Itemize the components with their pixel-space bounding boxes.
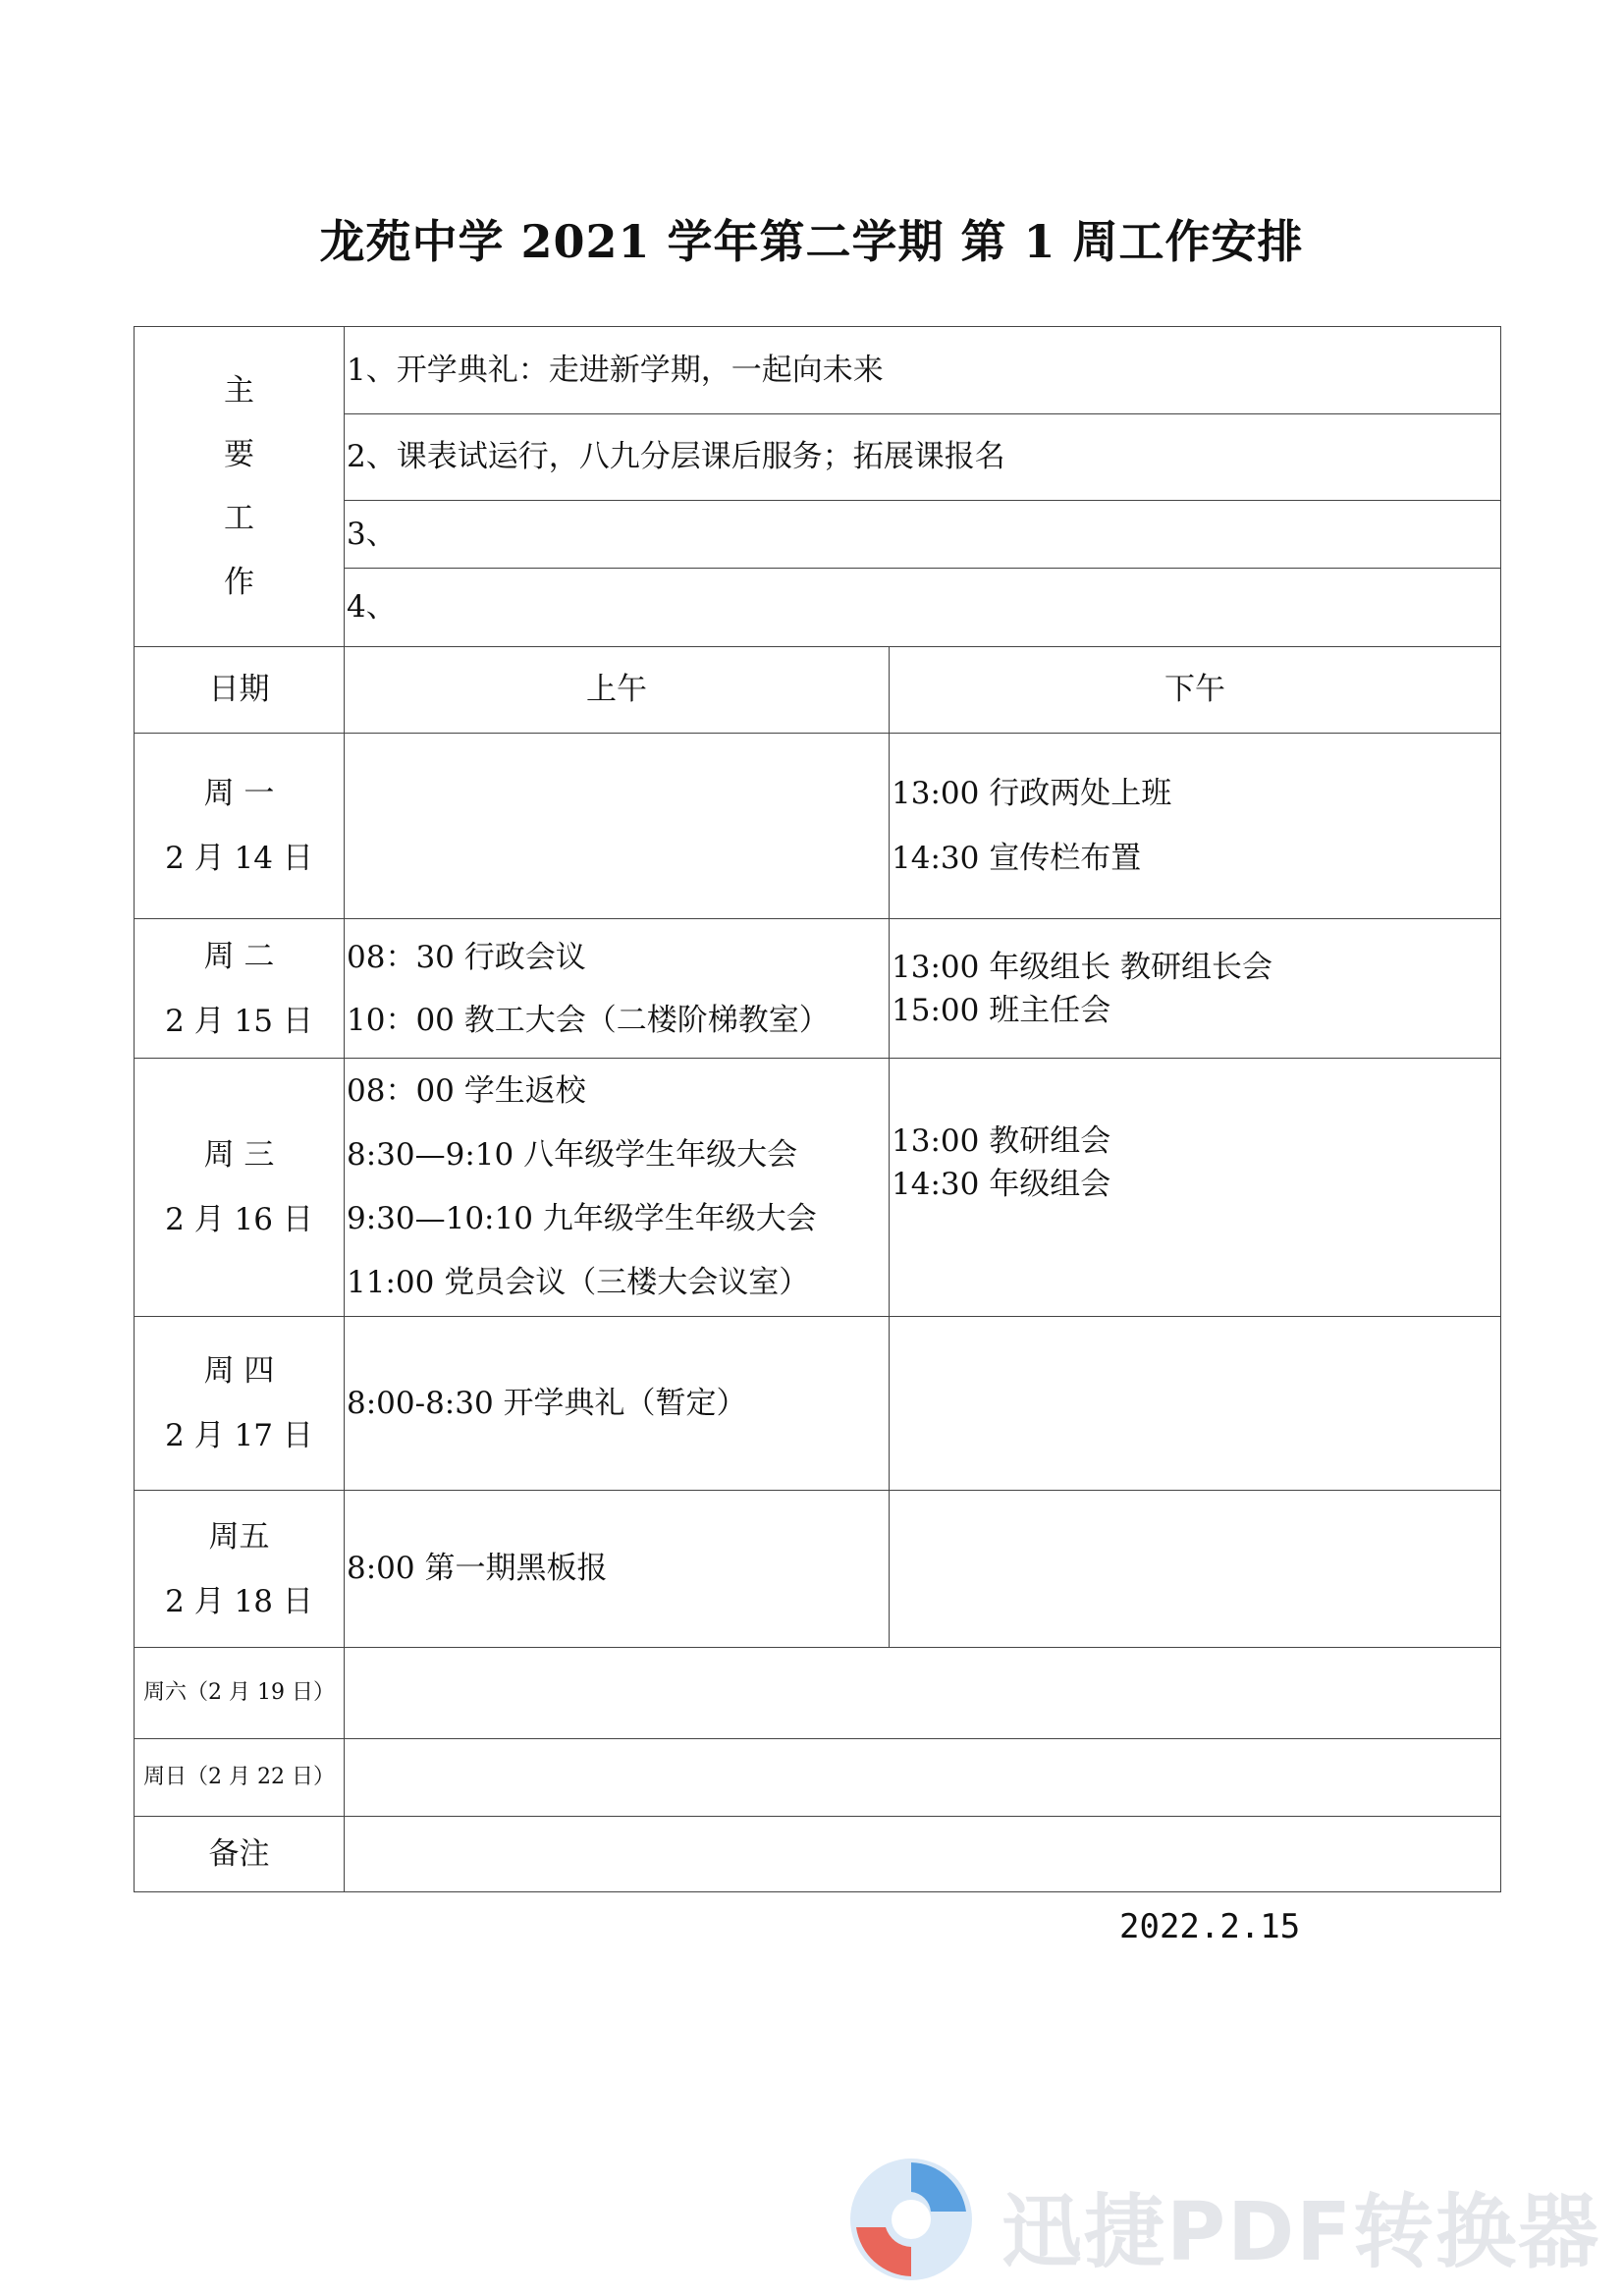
watermark [842, 2151, 1608, 2288]
notes-label: 备注 [135, 1817, 345, 1892]
day-cell: 周 二 2 月 15 日 [135, 919, 345, 1059]
morning-cell: 8:00 第一期黑板报 [345, 1491, 890, 1648]
morning-cell: 8:00-8:30 开学典礼（暂定） [345, 1317, 890, 1491]
main-work-item: 4、 [345, 569, 1501, 647]
watermark-text: 迅捷PDF转换器 [1001, 2186, 1601, 2279]
afternoon-cell: 13:00 教研组会 14:30 年级组会 [890, 1059, 1501, 1317]
afternoon-cell: 13:00 行政两处上班 14:30 宣传栏布置 [890, 734, 1501, 919]
morning-cell: 08：00 学生返校 8:30—9:10 八年级学生年级大会 9:30—10:10 九年级学生年级大会 11:00 党员会议（三楼大会议室） [345, 1059, 890, 1317]
main-work-item: 1、开学典礼：走进新学期，一起向未来 [345, 327, 1501, 414]
sunday-content [345, 1739, 1501, 1817]
day-cell: 周五 2 月 18 日 [135, 1491, 345, 1648]
main-work-item: 3、 [345, 501, 1501, 569]
saturday-label: 周六（2 月 19 日） [135, 1648, 345, 1739]
day-row-wednesday [135, 1059, 1501, 1317]
notes-content [345, 1817, 1501, 1892]
xunjie-logo-icon [842, 2151, 980, 2288]
sunday-row [135, 1739, 1501, 1817]
header-date: 日期 [135, 647, 345, 734]
saturday-row [135, 1648, 1501, 1739]
footer-date: 2022.2.15 [1119, 1907, 1301, 1946]
morning-cell: 08：30 行政会议 10：00 教工大会（二楼阶梯教室） [345, 919, 890, 1059]
day-cell: 周 三 2 月 16 日 [135, 1059, 345, 1317]
day-row-tuesday [135, 919, 1501, 1059]
main-work-item: 2、课表试运行，八九分层课后服务；拓展课报名 [345, 414, 1501, 501]
saturday-content [345, 1648, 1501, 1739]
afternoon-cell [890, 1317, 1501, 1491]
schedule-table [134, 326, 1501, 1892]
day-row-thursday [135, 1317, 1501, 1491]
day-cell: 周 一 2 月 14 日 [135, 734, 345, 919]
page-title: 龙苑中学 2021 学年第二学期 第 1 周工作安排 [319, 215, 1304, 268]
sunday-label: 周日（2 月 22 日） [135, 1739, 345, 1817]
day-row-monday [135, 734, 1501, 919]
main-work-label: 主 要 工 作 [135, 327, 345, 647]
morning-cell [345, 734, 890, 919]
afternoon-cell [890, 1491, 1501, 1648]
header-afternoon: 下午 [890, 647, 1501, 734]
notes-row [135, 1817, 1501, 1892]
day-cell: 周 四 2 月 17 日 [135, 1317, 345, 1491]
day-row-friday [135, 1491, 1501, 1648]
afternoon-cell: 13:00 年级组长 教研组长会 15:00 班主任会 [890, 919, 1501, 1059]
header-morning: 上午 [345, 647, 890, 734]
